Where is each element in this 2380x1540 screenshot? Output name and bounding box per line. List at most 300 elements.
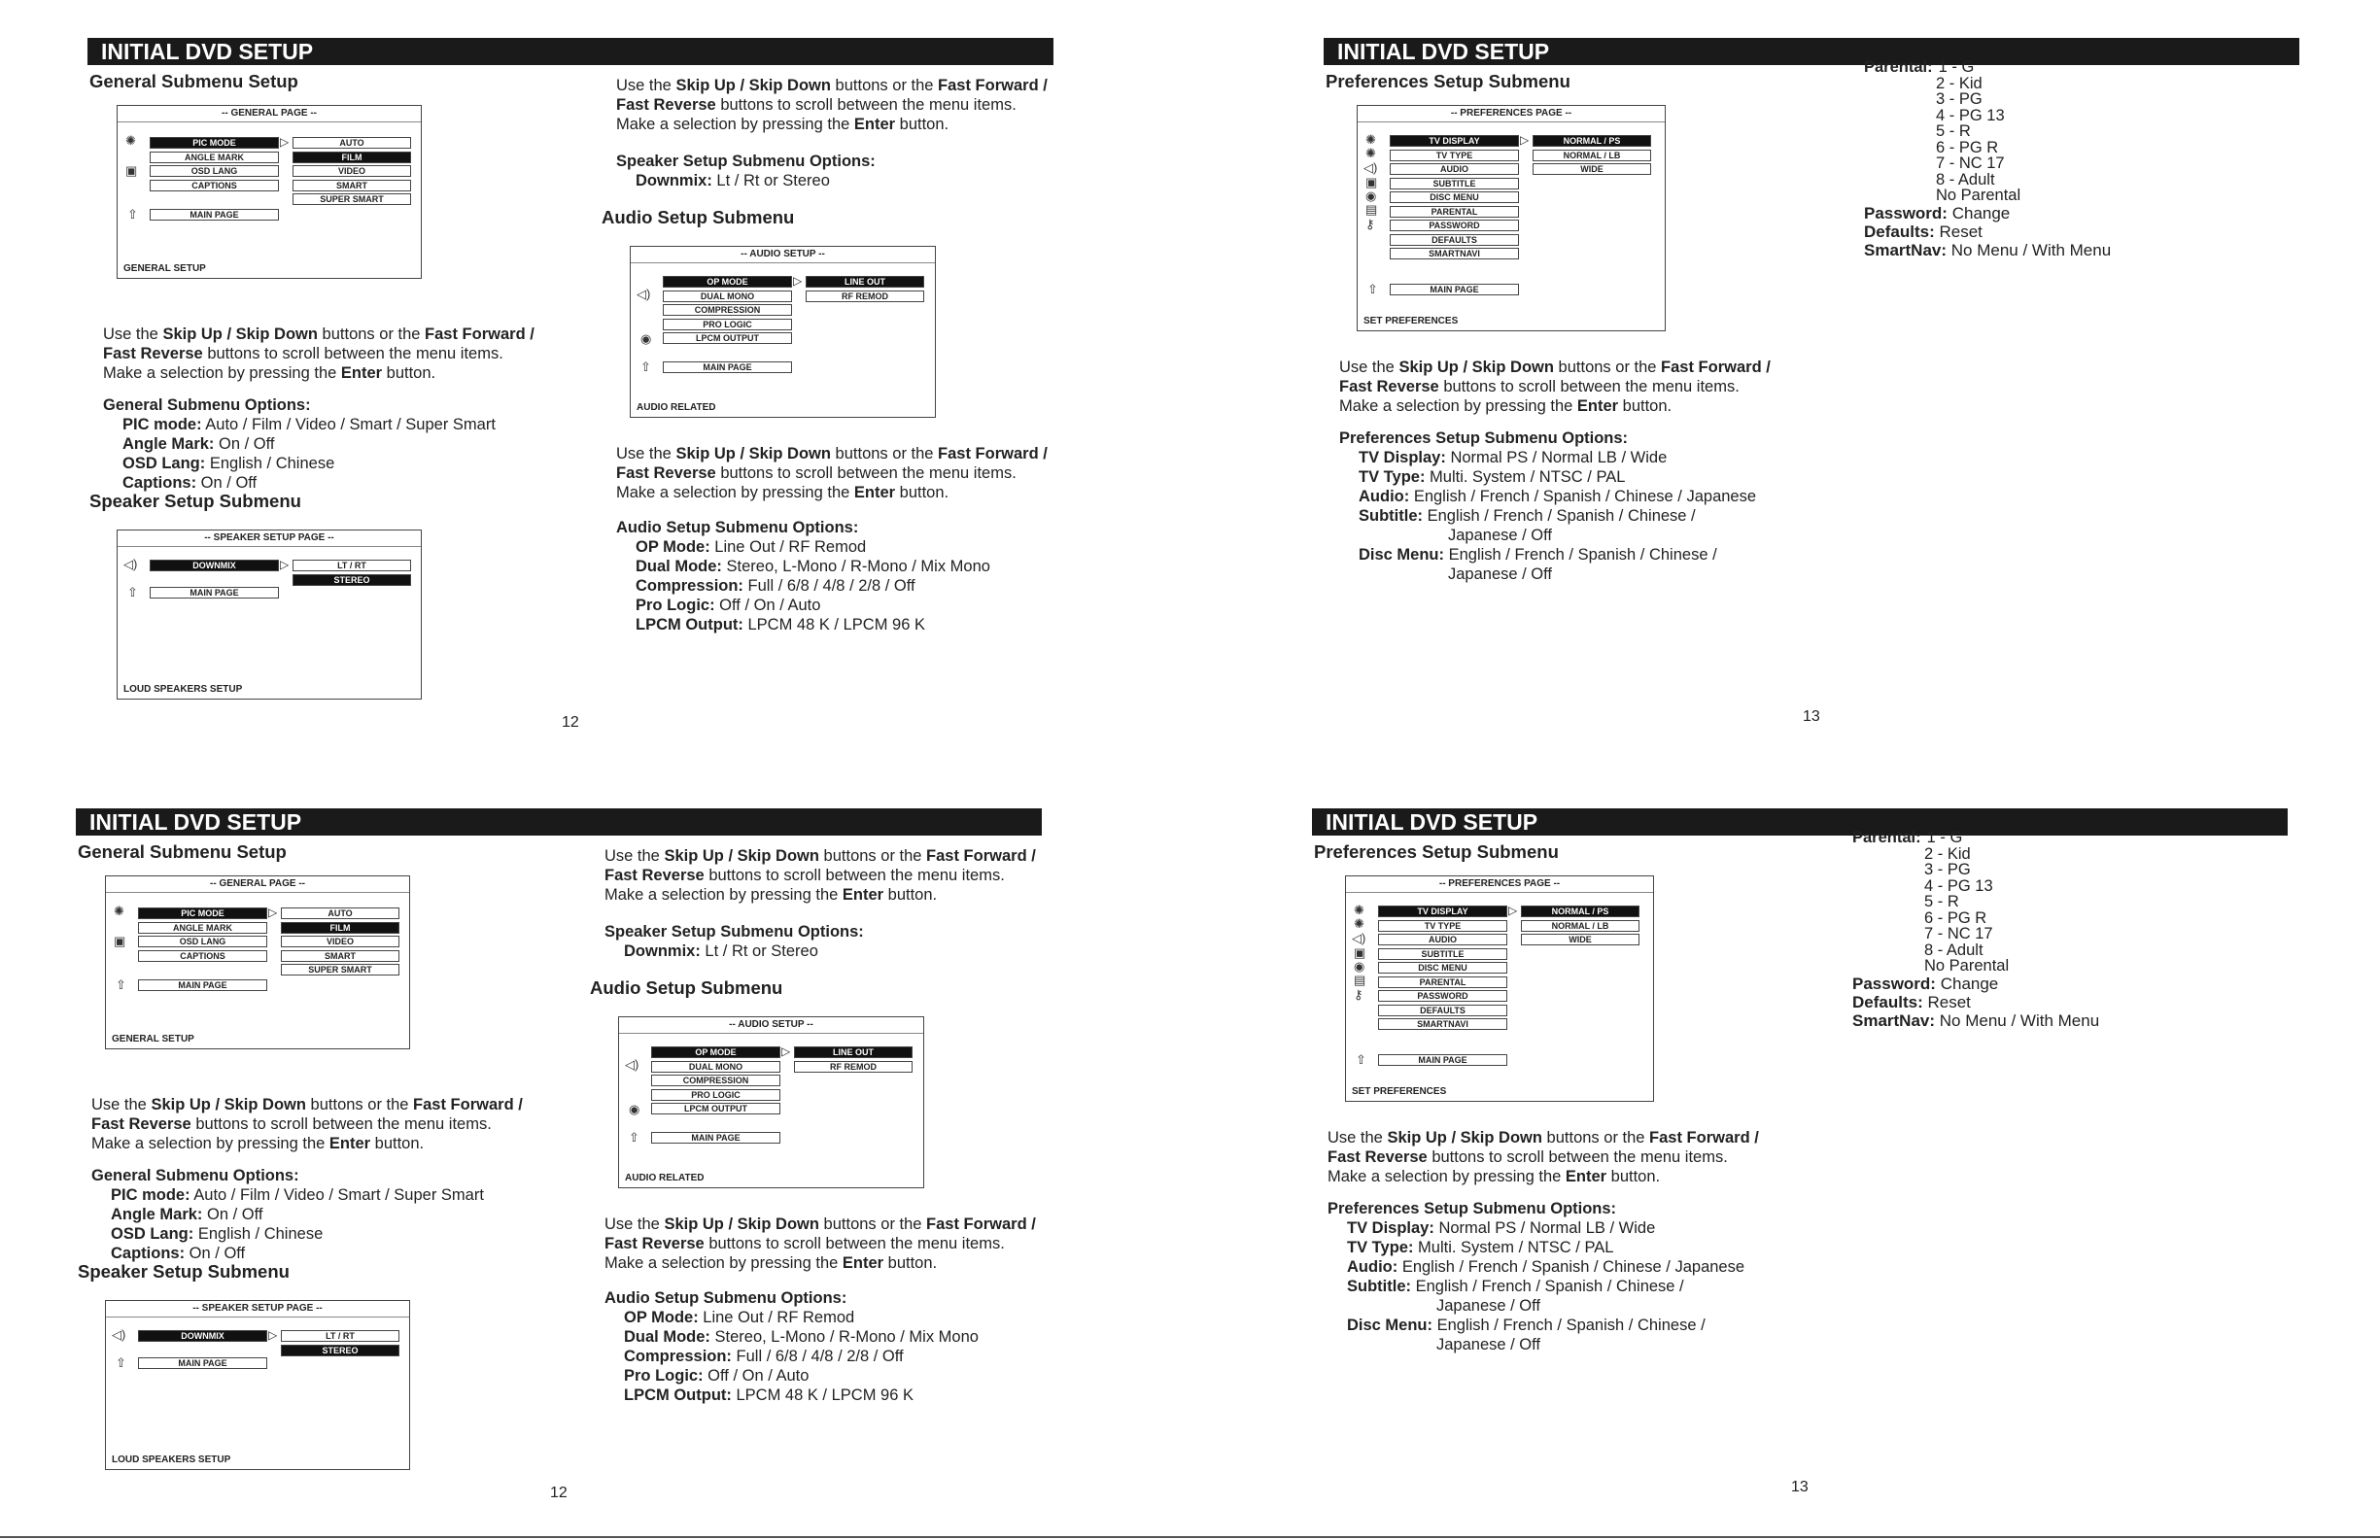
home-arrow-icon: ⇧ — [640, 359, 651, 374]
option-key: Dual Mode: — [636, 558, 722, 575]
options-heading: Speaker Setup Submenu Options: — [616, 153, 876, 170]
submenu-options — [103, 395, 496, 493]
language-icon: ▣ — [125, 163, 138, 178]
option-key: OP Mode: — [636, 538, 710, 556]
instruction-text: Use the — [1339, 359, 1399, 376]
menu-option[interactable]: NORMAL / LB — [1521, 920, 1639, 932]
fast-forward-label: Fast Forward / — [926, 1215, 1036, 1233]
selection-arrow-icon: ▷ — [268, 1328, 278, 1342]
menu-item[interactable]: DOWNMIX — [138, 1330, 267, 1342]
section-header: INITIAL DVD SETUP — [1324, 38, 2299, 65]
option-values: Off / On / Auto — [714, 597, 821, 614]
menu-item[interactable]: PIC MODE — [138, 907, 267, 919]
main-page-item[interactable]: MAIN PAGE — [138, 1357, 267, 1369]
option-line — [1328, 1218, 1744, 1238]
menu-option[interactable]: WIDE — [1521, 934, 1639, 945]
enter-button-label: Enter — [1576, 397, 1619, 415]
menu-option[interactable]: WIDE — [1533, 163, 1651, 175]
parental-rating — [1852, 910, 2099, 927]
menu-item[interactable]: COMPRESSION — [651, 1075, 780, 1086]
fast-forward-label: Fast Forward / — [1649, 1129, 1759, 1146]
page-number: 13 — [1791, 1479, 1809, 1495]
menu-item[interactable]: LPCM OUTPUT — [663, 332, 792, 344]
menu-option[interactable]: AUTO — [293, 137, 411, 149]
instruction-line-2 — [616, 463, 1048, 483]
option-key: Disc Menu: — [1359, 546, 1445, 564]
instruction-text: Make a selection by pressing the — [604, 1254, 843, 1272]
menu-footer: SET PREFERENCES — [1352, 1086, 1447, 1097]
instruction-text: Use the — [616, 77, 676, 94]
menu-item[interactable]: AUDIO — [1378, 934, 1507, 945]
option-key: Pro Logic: — [624, 1367, 704, 1385]
option-key: Dual Mode: — [624, 1328, 710, 1346]
menu-item[interactable]: LPCM OUTPUT — [651, 1103, 780, 1114]
menu-option[interactable]: VIDEO — [293, 165, 411, 177]
instruction-line-2 — [1328, 1147, 1759, 1167]
parental-list — [1852, 830, 2099, 1030]
parental-value: 1 - G — [1938, 58, 1975, 76]
fast-reverse-label: Fast Reverse — [103, 345, 203, 362]
option-key: Audio: — [1347, 1258, 1398, 1276]
smartnav-label: SmartNav: — [1864, 240, 1948, 259]
general-submenu-heading: General Submenu Setup — [89, 71, 298, 91]
menu-option[interactable]: NORMAL / PS — [1533, 135, 1651, 147]
option-key: Angle Mark: — [122, 435, 215, 453]
menu-title-divider — [619, 1033, 923, 1034]
preferences-page-menu — [1357, 105, 1666, 331]
instruction-text: button. — [370, 1135, 425, 1152]
menu-item[interactable]: PARENTAL — [1378, 976, 1507, 988]
instruction-text: buttons or the — [818, 1215, 927, 1233]
home-arrow-icon: ⇧ — [127, 207, 138, 222]
selection-arrow-icon: ▷ — [280, 558, 290, 571]
home-arrow-icon: ⇧ — [116, 977, 126, 992]
menu-option[interactable]: RF REMOD — [794, 1061, 913, 1073]
instruction-text: buttons to scroll between the menu items. — [704, 867, 1005, 884]
password-label: Password: — [1852, 974, 1936, 993]
navigation-instruction — [604, 846, 1036, 905]
language-icon: ▣ — [114, 934, 126, 948]
instruction-text: Make a selection by pressing the — [91, 1135, 329, 1152]
option-values: Full / 6/8 / 4/8 / 2/8 / Off — [731, 1348, 904, 1365]
parental-value: 6 - PG R — [1924, 908, 1987, 927]
instruction-line-3 — [616, 483, 1048, 502]
option-values: LPCM 48 K / LPCM 96 K — [742, 616, 925, 633]
speaker-submenu-heading: Speaker Setup Submenu — [78, 1261, 290, 1282]
option-line — [604, 1327, 979, 1347]
option-key: Compression: — [624, 1348, 732, 1365]
lock-icon: ▤ — [1354, 973, 1366, 987]
option-line — [1328, 1277, 1744, 1296]
parental-value: 7 - NC 17 — [1924, 925, 1993, 942]
menu-item[interactable]: PASSWORD — [1390, 220, 1519, 231]
option-line — [604, 1386, 979, 1405]
menu-item[interactable]: PARENTAL — [1390, 206, 1519, 218]
option-key: Subtitle: — [1359, 507, 1423, 525]
instruction-text: button. — [883, 886, 938, 904]
menu-title: -- AUDIO SETUP -- — [729, 1019, 813, 1030]
parental-label: Parental: — [1852, 829, 1921, 846]
instruction-line-2 — [604, 866, 1036, 885]
option-continuation: Japanese / Off — [1436, 1336, 1541, 1353]
menu-footer: SET PREFERENCES — [1363, 316, 1459, 326]
disc-icon: ◉ — [1365, 188, 1377, 203]
option-values: English / French / Spanish / Chinese / — [1423, 507, 1696, 525]
skip-buttons-label: Skip Up / Skip Down — [675, 77, 831, 94]
parental-value: 7 - NC 17 — [1936, 154, 2005, 172]
option-key: Pro Logic: — [636, 597, 715, 614]
instruction-line-3 — [616, 115, 1048, 134]
menu-option[interactable]: LINE OUT — [806, 276, 924, 288]
menu-item[interactable]: DISC MENU — [1378, 962, 1507, 974]
skip-buttons-label: Skip Up / Skip Down — [151, 1096, 306, 1113]
menu-item[interactable]: OP MODE — [651, 1046, 780, 1058]
fast-forward-label: Fast Forward / — [413, 1096, 523, 1113]
menu-option[interactable]: SUPER SMART — [281, 964, 399, 975]
menu-title: -- GENERAL PAGE -- — [222, 108, 317, 119]
instruction-text: button. — [895, 116, 949, 133]
option-key: Captions: — [122, 474, 197, 492]
menu-option[interactable]: LINE OUT — [794, 1046, 913, 1058]
defaults-label: Defaults: — [1852, 992, 1923, 1011]
instruction-text: Use the — [616, 445, 676, 462]
option-line — [1339, 467, 1756, 487]
parental-value: No Parental — [1936, 187, 2021, 204]
menu-item[interactable]: COMPRESSION — [663, 304, 792, 316]
submenu-options — [91, 1166, 484, 1263]
menu-item[interactable]: PRO LOGIC — [651, 1089, 780, 1101]
menu-option[interactable]: NORMAL / PS — [1521, 906, 1639, 917]
option-line — [616, 615, 990, 634]
option-key: TV Display: — [1359, 449, 1446, 466]
instruction-text: Make a selection by pressing the — [616, 484, 854, 501]
option-values: On / Off — [202, 1206, 263, 1223]
parental-rating — [1864, 91, 2111, 108]
menu-footer: LOUD SPEAKERS SETUP — [112, 1454, 231, 1465]
gear-icon: ✺ — [114, 904, 124, 918]
enter-button-label: Enter — [842, 1254, 884, 1272]
parental-rating — [1852, 862, 2099, 878]
defaults-line — [1852, 993, 2099, 1011]
instruction-text: buttons or the — [305, 1096, 414, 1113]
parental-value: 4 - PG 13 — [1936, 106, 2005, 124]
skip-buttons-label: Skip Up / Skip Down — [162, 325, 318, 343]
smartnav-value: No Menu / With Menu — [1947, 240, 2112, 259]
menu-item[interactable]: SUBTITLE — [1390, 178, 1519, 189]
option-values: On / Off — [196, 474, 258, 492]
enter-button-label: Enter — [853, 484, 896, 501]
menu-footer: AUDIO RELATED — [637, 402, 716, 413]
parental-rating — [1852, 894, 2099, 910]
option-line — [616, 537, 990, 557]
menu-option[interactable]: VIDEO — [281, 936, 399, 947]
instruction-text: button. — [895, 484, 949, 501]
menu-option[interactable]: STEREO — [293, 574, 411, 586]
parental-rating — [1864, 108, 2111, 124]
option-key: LPCM Output: — [636, 616, 743, 633]
menu-item[interactable]: DOWNMIX — [150, 560, 279, 571]
option-key: Subtitle: — [1347, 1278, 1411, 1295]
instruction-line-3 — [103, 363, 535, 383]
instruction-line-1 — [604, 846, 1036, 866]
menu-item[interactable]: CAPTIONS — [150, 180, 279, 191]
menu-option[interactable]: FILM — [281, 922, 399, 934]
instruction-line-3 — [91, 1134, 523, 1153]
selection-arrow-icon: ▷ — [793, 274, 803, 288]
language-icon: ▣ — [1354, 945, 1366, 960]
enter-button-label: Enter — [328, 1135, 371, 1152]
skip-buttons-label: Skip Up / Skip Down — [1398, 359, 1554, 376]
option-key: TV Type: — [1347, 1239, 1414, 1256]
instruction-text: buttons or the — [1553, 359, 1662, 376]
main-page-item[interactable]: MAIN PAGE — [651, 1132, 780, 1144]
instruction-line-2 — [103, 344, 535, 363]
option-values: English / French / Spanish / Chinese / — [1411, 1278, 1684, 1295]
submenu-options — [1328, 1199, 1744, 1354]
section-header: INITIAL DVD SETUP — [87, 38, 1053, 65]
page-number: 12 — [562, 714, 579, 731]
menu-item[interactable]: DISC MENU — [1390, 191, 1519, 203]
instruction-text: buttons or the — [830, 77, 939, 94]
menu-title-divider — [118, 121, 421, 122]
menu-option[interactable]: FILM — [293, 152, 411, 163]
menu-option[interactable]: SUPER SMART — [293, 193, 411, 205]
menu-option[interactable]: SMART — [293, 180, 411, 191]
option-values: Normal PS / Normal LB / Wide — [1445, 449, 1668, 466]
submenu-options — [604, 922, 864, 961]
section-header: INITIAL DVD SETUP — [1312, 808, 2288, 836]
instruction-line-3 — [604, 885, 1036, 905]
main-page-item[interactable]: MAIN PAGE — [663, 361, 792, 373]
page-bottom-rule — [0, 1536, 2380, 1538]
menu-item[interactable]: OSD LANG — [150, 165, 279, 177]
menu-item[interactable]: ANGLE MARK — [150, 152, 279, 163]
menu-option[interactable]: LT / RT — [293, 560, 411, 571]
menu-item[interactable]: SUBTITLE — [1378, 948, 1507, 960]
parental-rating — [1864, 123, 2111, 140]
preferences-submenu-heading: Preferences Setup Submenu — [1326, 71, 1570, 91]
option-line — [91, 1205, 484, 1224]
instruction-text: buttons to scroll between the menu items. — [1438, 378, 1740, 395]
audio-setup-menu — [630, 246, 936, 418]
menu-option[interactable]: STEREO — [281, 1345, 399, 1356]
navigation-instruction — [103, 325, 535, 383]
option-key: PIC mode: — [111, 1186, 190, 1204]
menu-item[interactable]: TV DISPLAY — [1390, 135, 1519, 147]
main-page-item[interactable]: MAIN PAGE — [1390, 284, 1519, 295]
menu-title: -- PREFERENCES PAGE -- — [1438, 878, 1561, 889]
general-page-menu — [105, 875, 410, 1049]
instruction-text: Make a selection by pressing the — [616, 116, 854, 133]
fast-reverse-label: Fast Reverse — [1339, 378, 1439, 395]
main-page-item[interactable]: MAIN PAGE — [138, 979, 267, 991]
instruction-line-2 — [1339, 377, 1771, 396]
option-line — [103, 415, 496, 434]
fast-reverse-label: Fast Reverse — [91, 1115, 191, 1133]
menu-option[interactable]: AUTO — [281, 907, 399, 919]
gear-icon: ✺ — [1365, 146, 1376, 160]
menu-item[interactable]: TV DISPLAY — [1378, 906, 1507, 917]
smartnav-line — [1864, 241, 2111, 259]
gear-icon: ✺ — [1354, 916, 1364, 931]
option-values: Auto / Film / Video / Smart / Super Smart — [201, 416, 496, 433]
menu-title-divider — [1358, 121, 1665, 122]
menu-option[interactable]: RF REMOD — [806, 291, 924, 302]
defaults-label: Defaults: — [1864, 222, 1935, 241]
options-heading: General Submenu Options: — [91, 1167, 299, 1184]
instruction-text: button. — [382, 364, 436, 382]
menu-item[interactable]: AUDIO — [1390, 163, 1519, 175]
options-heading: Preferences Setup Submenu Options: — [1339, 429, 1629, 447]
parental-value: 2 - Kid — [1936, 74, 1983, 92]
parental-rating — [1864, 140, 2111, 156]
lock-icon: ▤ — [1365, 202, 1378, 217]
menu-item[interactable]: DUAL MONO — [651, 1061, 780, 1073]
menu-item[interactable]: ANGLE MARK — [138, 922, 267, 934]
parental-rating — [1864, 76, 2111, 92]
menu-title: -- SPEAKER SETUP PAGE -- — [192, 1303, 323, 1314]
menu-footer: GENERAL SETUP — [112, 1034, 194, 1044]
option-line — [604, 941, 864, 961]
option-line — [1328, 1238, 1744, 1257]
instruction-text: Use the — [604, 847, 665, 865]
fast-reverse-label: Fast Reverse — [604, 1235, 705, 1252]
instruction-text: buttons to scroll between the menu items. — [190, 1115, 492, 1133]
parental-rating — [1852, 846, 2099, 863]
instruction-text: Make a selection by pressing the — [1328, 1168, 1566, 1185]
speaker-icon: ◁) — [123, 557, 138, 571]
fast-forward-label: Fast Forward / — [938, 77, 1048, 94]
parental-value: 4 - PG 13 — [1924, 876, 1993, 895]
option-values: Stereo, L-Mono / R-Mono / Mix Mono — [709, 1328, 979, 1346]
submenu-options — [1339, 428, 1756, 584]
fast-forward-label: Fast Forward / — [425, 325, 535, 343]
option-values: Auto / Film / Video / Smart / Super Smart — [190, 1186, 484, 1204]
preferences-page-menu — [1345, 875, 1654, 1102]
menu-item[interactable]: OSD LANG — [138, 936, 267, 947]
menu-title: -- SPEAKER SETUP PAGE -- — [204, 532, 334, 543]
option-line — [604, 1366, 979, 1386]
page-number: 13 — [1803, 708, 1820, 725]
menu-footer: AUDIO RELATED — [625, 1173, 705, 1183]
option-values: Off / On / Auto — [703, 1367, 810, 1385]
menu-item[interactable]: TV TYPE — [1378, 920, 1507, 932]
instruction-line-3 — [1339, 396, 1771, 416]
password-label: Password: — [1864, 203, 1948, 222]
option-line — [616, 171, 876, 190]
menu-item[interactable]: TV TYPE — [1390, 150, 1519, 161]
speaker-icon: ◁) — [1363, 160, 1378, 175]
fast-forward-label: Fast Forward / — [938, 445, 1048, 462]
home-arrow-icon: ⇧ — [629, 1130, 639, 1145]
home-arrow-icon: ⇧ — [1367, 282, 1378, 296]
parental-value: 6 - PG R — [1936, 138, 1999, 156]
menu-item[interactable]: PRO LOGIC — [663, 319, 792, 330]
option-key: Angle Mark: — [111, 1206, 203, 1223]
option-line — [1339, 506, 1756, 526]
menu-item[interactable]: DEFAULTS — [1390, 234, 1519, 246]
menu-title: -- AUDIO SETUP -- — [741, 249, 825, 259]
menu-title: -- GENERAL PAGE -- — [210, 878, 305, 889]
instruction-text: Use the — [1328, 1129, 1388, 1146]
home-arrow-icon: ⇧ — [1356, 1052, 1366, 1067]
option-values: Lt / Rt or Stereo — [711, 172, 830, 189]
fast-reverse-label: Fast Reverse — [604, 867, 705, 884]
menu-item[interactable]: CAPTIONS — [138, 950, 267, 962]
speaker-icon: ◁) — [112, 1327, 126, 1342]
option-line — [1339, 487, 1756, 506]
parental-rating — [1852, 958, 2099, 975]
option-line — [604, 1308, 979, 1327]
menu-option[interactable]: NORMAL / LB — [1533, 150, 1651, 161]
main-page-item[interactable]: MAIN PAGE — [1378, 1054, 1507, 1066]
option-values: Lt / Rt or Stereo — [700, 942, 818, 960]
option-line — [91, 1185, 484, 1205]
home-arrow-icon: ⇧ — [127, 585, 138, 599]
selection-arrow-icon: ▷ — [268, 906, 278, 919]
instruction-text: buttons or the — [1541, 1129, 1650, 1146]
instruction-line-2 — [616, 95, 1048, 115]
main-page-item[interactable]: MAIN PAGE — [150, 587, 279, 599]
selection-arrow-icon: ▷ — [1520, 133, 1530, 147]
navigation-instruction — [616, 76, 1048, 134]
parental-value: 8 - Adult — [1924, 941, 1983, 959]
parental-list — [1864, 59, 2111, 259]
menu-item[interactable]: SMARTNAVI — [1378, 1018, 1507, 1030]
menu-item[interactable]: DUAL MONO — [663, 291, 792, 302]
submenu-options — [604, 1288, 979, 1405]
gear-icon: ✺ — [1365, 132, 1376, 147]
disc-icon: ◉ — [1354, 959, 1365, 974]
menu-option[interactable]: SMART — [281, 950, 399, 962]
key-icon: ⚷ — [1365, 217, 1375, 231]
fast-forward-label: Fast Forward / — [1661, 359, 1771, 376]
option-values: LPCM 48 K / LPCM 96 K — [731, 1386, 914, 1404]
option-line — [91, 1244, 484, 1263]
menu-item[interactable]: OP MODE — [663, 276, 792, 288]
menu-item[interactable]: DEFAULTS — [1378, 1005, 1507, 1016]
general-page-menu — [117, 105, 422, 279]
instruction-line-1 — [91, 1095, 523, 1114]
menu-item[interactable]: PASSWORD — [1378, 990, 1507, 1002]
menu-item[interactable]: SMARTNAVI — [1390, 248, 1519, 259]
instruction-line-2 — [604, 1234, 1036, 1253]
speaker-setup-menu — [117, 530, 422, 700]
option-key: Disc Menu: — [1347, 1317, 1433, 1334]
menu-title-divider — [106, 892, 409, 893]
menu-option[interactable]: LT / RT — [281, 1330, 399, 1342]
instruction-line-1 — [616, 444, 1048, 463]
menu-footer: GENERAL SETUP — [123, 263, 206, 274]
option-line — [1328, 1257, 1744, 1277]
option-key: Captions: — [111, 1245, 186, 1262]
option-key: Audio: — [1359, 488, 1410, 505]
main-page-item[interactable]: MAIN PAGE — [150, 209, 279, 221]
password-line — [1852, 975, 2099, 993]
menu-footer: LOUD SPEAKERS SETUP — [123, 684, 243, 695]
instruction-text: button. — [1618, 397, 1673, 415]
parental-value: 1 - G — [1926, 829, 1963, 846]
home-arrow-icon: ⇧ — [116, 1355, 126, 1370]
menu-title: -- PREFERENCES PAGE -- — [1450, 108, 1572, 119]
parental-value: 5 - R — [1924, 893, 1959, 910]
instruction-line-1 — [1328, 1128, 1759, 1147]
menu-item[interactable]: PIC MODE — [150, 137, 279, 149]
instruction-text: button. — [1606, 1168, 1661, 1185]
skip-buttons-label: Skip Up / Skip Down — [675, 445, 831, 462]
instruction-text: buttons to scroll between the menu items. — [202, 345, 503, 362]
gear-icon: ✺ — [125, 133, 136, 148]
